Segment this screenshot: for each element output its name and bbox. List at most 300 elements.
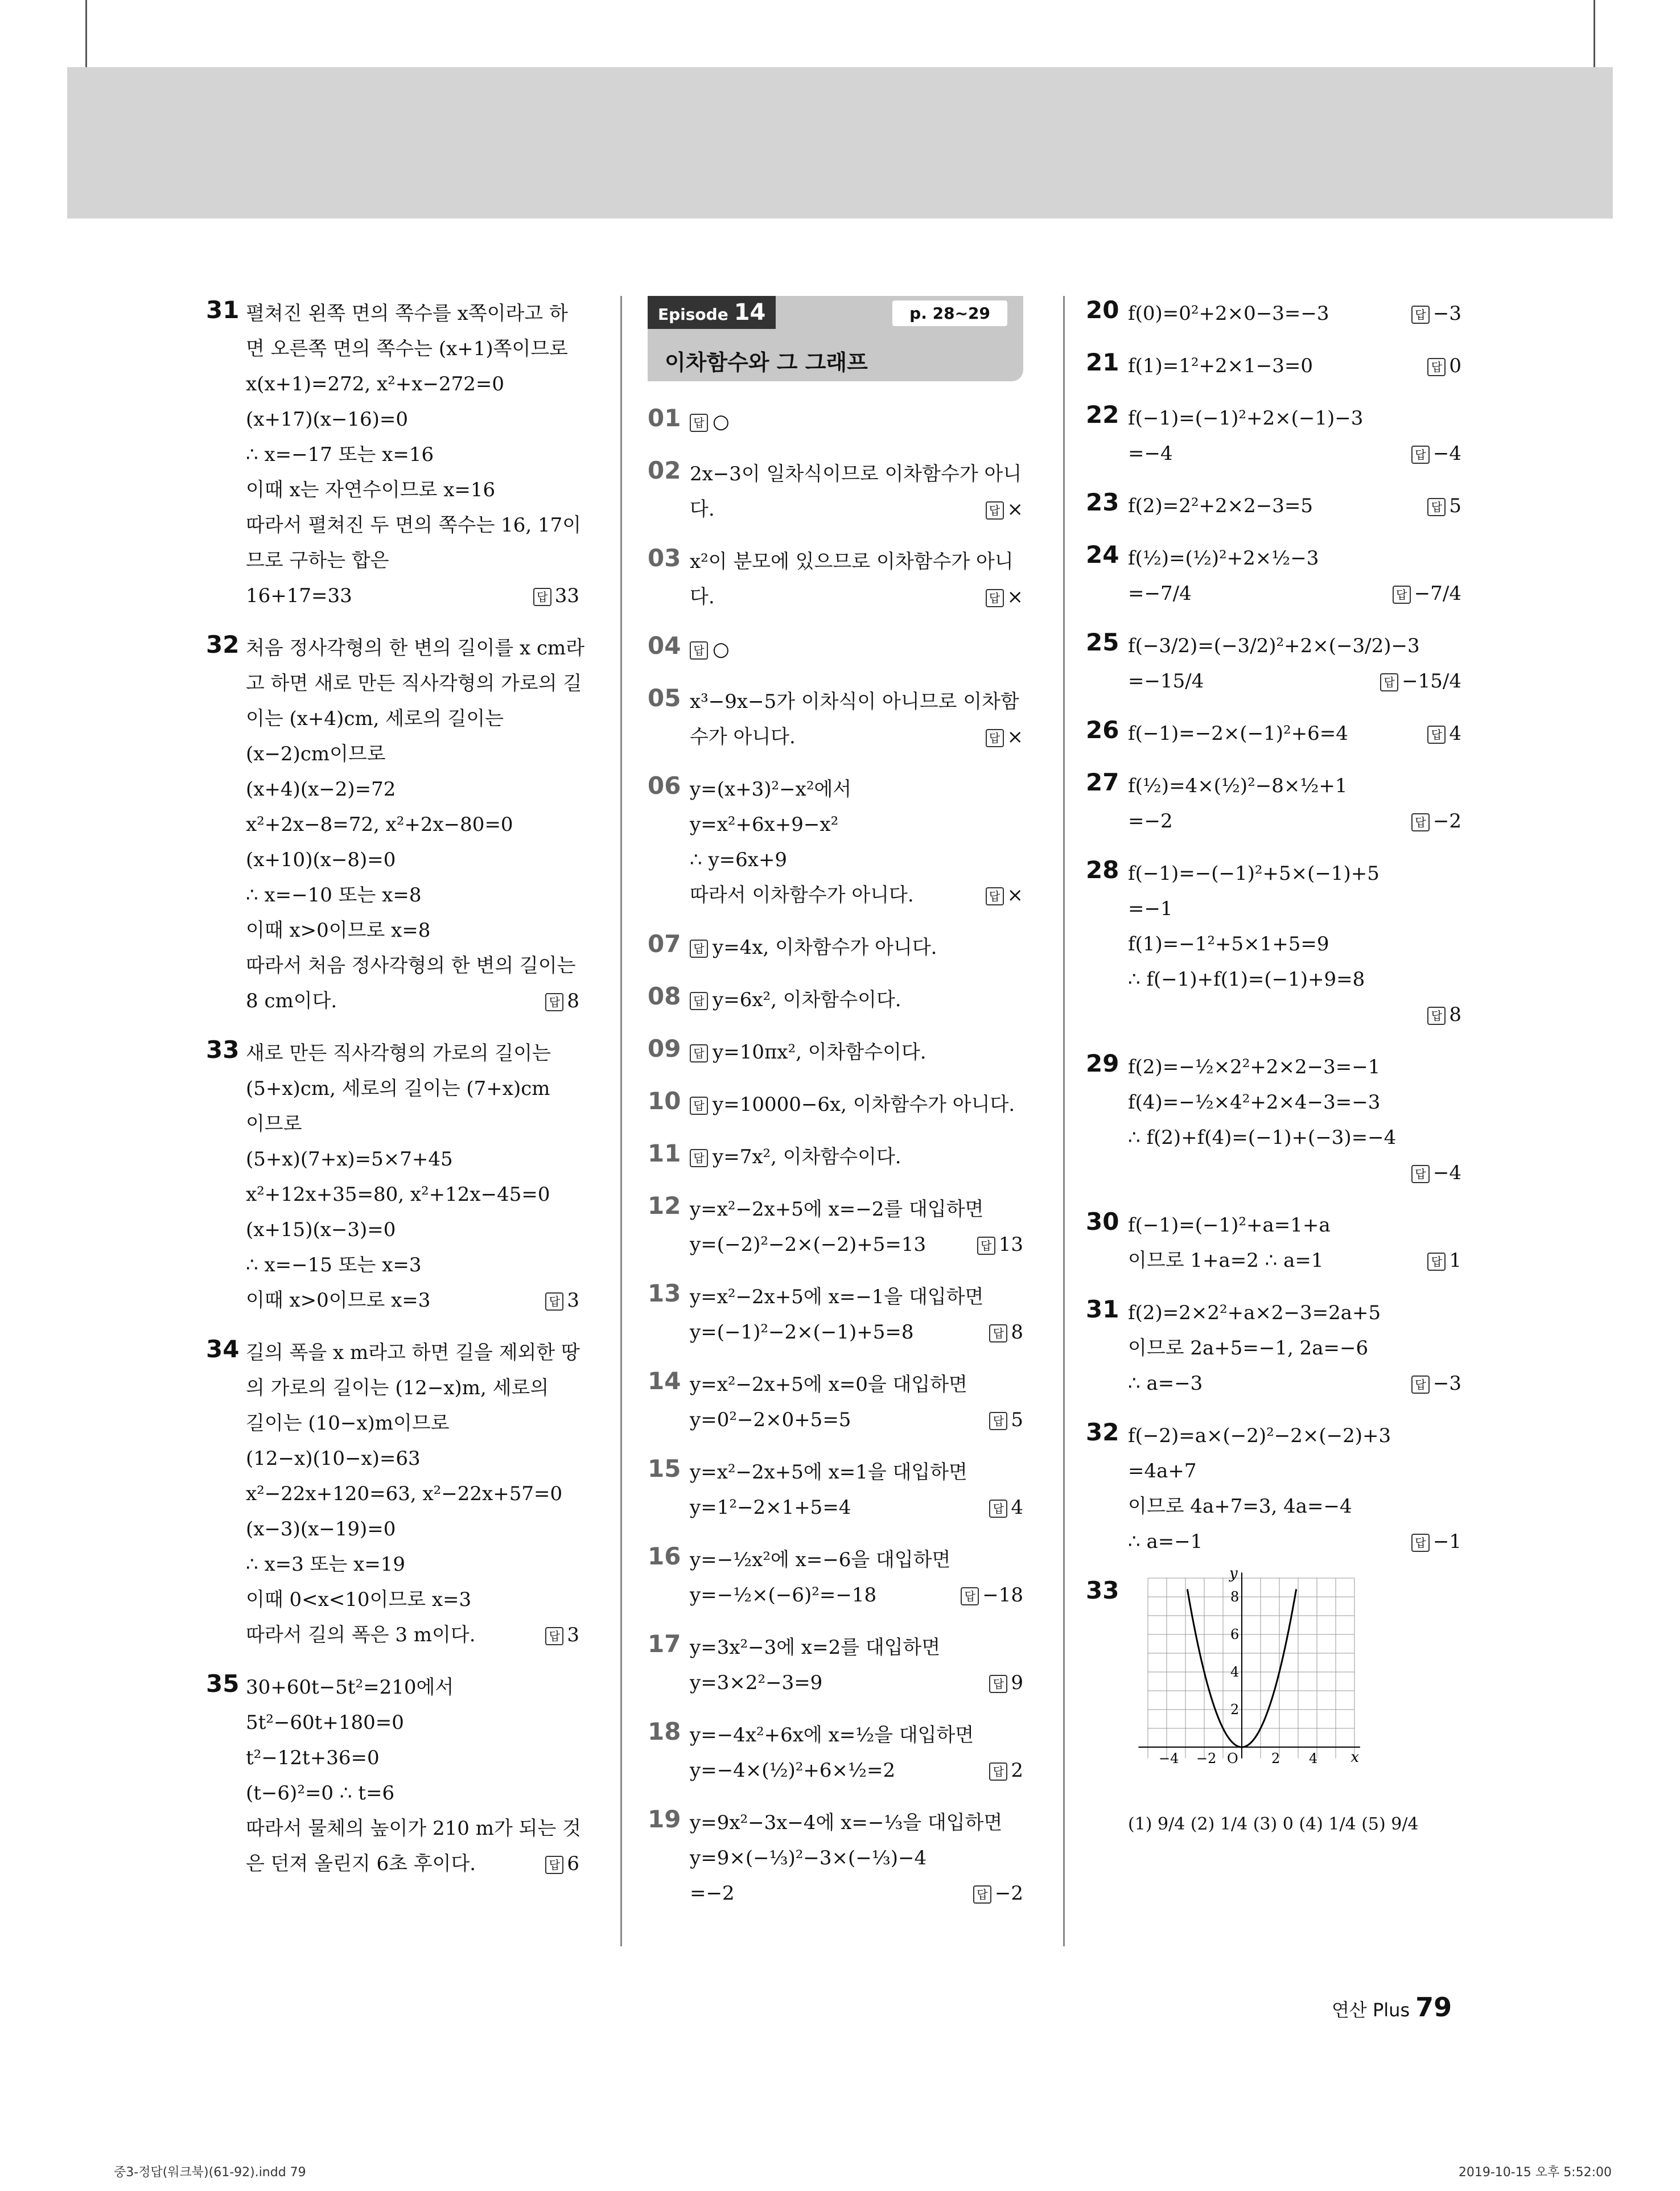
answer-mark-icon: 답 — [989, 1324, 1007, 1342]
answer-value: × — [1007, 726, 1023, 748]
answer-value: × — [1007, 498, 1023, 521]
episode-problems — [648, 404, 1023, 1911]
solution-line — [246, 913, 579, 948]
solution-text: ∴ f(−1)+f(1)=(−1)+9=8 — [1128, 968, 1365, 991]
answer-value: −15/4 — [1402, 670, 1461, 693]
episode-header — [648, 296, 1023, 381]
solution-line — [246, 878, 579, 913]
print-timestamp: 2019-10-15 오후 5:52:00 — [1458, 2165, 1612, 2180]
column-rule — [620, 296, 622, 1946]
problem — [648, 1192, 1023, 1262]
answer — [986, 579, 1024, 615]
solution-line — [1128, 436, 1461, 471]
solution-line — [246, 1370, 579, 1406]
episode-label: Episode — [658, 305, 728, 324]
answer — [1411, 436, 1461, 471]
problem — [1086, 768, 1461, 839]
solution-text: t²−12t+36=0 — [246, 1747, 380, 1769]
solution-text: 따라서 길의 폭은 3 m이다. — [246, 1624, 476, 1646]
solution-line — [1128, 1243, 1461, 1278]
answer-value: −2 — [1432, 810, 1461, 833]
solution-line — [246, 983, 579, 1019]
solution-line — [246, 1617, 579, 1653]
solution-line — [690, 1139, 1023, 1175]
solution-text: x³−9x−5가 이차식이 아니므로 이차함 — [690, 690, 1019, 713]
answer-mark-icon: 답 — [1411, 1534, 1430, 1552]
solution-line — [246, 1177, 579, 1212]
problem-number: 27 — [1086, 768, 1119, 796]
solution-text: y=10000−6x, 이차함수가 아니다. — [713, 1093, 1015, 1116]
solution-text: f(2)=2×2²+a×2−3=2a+5 — [1128, 1302, 1381, 1324]
solution-text: 면 오른쪽 면의 쪽수는 (x+1)쪽이므로 — [246, 337, 569, 360]
solution-text: ∴ a=−1 — [1128, 1530, 1203, 1553]
solution-line — [1128, 628, 1461, 664]
problem-number: 13 — [648, 1279, 681, 1307]
solution-text: y=−4x²+6x에 x=½을 대입하면 — [690, 1724, 974, 1747]
problem — [1086, 348, 1461, 384]
answer-value: 4 — [1449, 722, 1461, 745]
answer-value: 8 — [1449, 1003, 1461, 1026]
solution-text: 다. — [690, 498, 715, 521]
problem-number: 10 — [648, 1087, 681, 1115]
answer-mark-icon: 답 — [973, 1885, 991, 1904]
solution-text: y=3×2²−3=9 — [690, 1671, 823, 1694]
solution-line — [1128, 541, 1461, 576]
q33-answers: (1) 9/4 (2) 1/4 (3) 0 (4) 1/4 (5) 9/4 — [1128, 1814, 1419, 1834]
solution-line — [690, 1753, 1023, 1788]
problem-number: 28 — [1086, 856, 1119, 884]
solution-text: ∴ x=−15 또는 x=3 — [246, 1254, 422, 1276]
problem-number: 14 — [648, 1367, 681, 1395]
solution-text: x²+2x−8=72, x²+2x−80=0 — [246, 813, 513, 836]
solution-line — [246, 666, 582, 701]
problem — [204, 1036, 579, 1318]
solution-text: f(−1)=(−1)²+2×(−1)−3 — [1128, 407, 1364, 430]
solution-text: (t−6)²=0 ∴ t=6 — [246, 1782, 395, 1805]
answer-mark-icon: 답 — [1411, 813, 1430, 831]
answer-mark-icon: 답 — [1411, 1375, 1430, 1394]
solution-line — [246, 1740, 579, 1776]
solution-text: 이므로 4a+7=3, 4a=−4 — [1128, 1495, 1352, 1518]
solution-line — [246, 1335, 579, 1370]
solution-line — [1128, 1331, 1461, 1366]
solution-text: ∴ f(2)+f(4)=(−1)+(−3)=−4 — [1128, 1126, 1397, 1149]
solution-line — [246, 1776, 579, 1811]
solution-line — [690, 1665, 1023, 1700]
solution-text: (x+15)(x−3)=0 — [246, 1218, 396, 1241]
answer — [989, 1315, 1023, 1350]
answer-mark-icon: 답 — [989, 1412, 1007, 1430]
problem-number: 05 — [648, 684, 681, 712]
solution-line — [1128, 1049, 1461, 1085]
problem-number: 02 — [648, 456, 681, 484]
solution-text: 다. — [690, 586, 715, 608]
solution-text: ∴ x=3 또는 x=19 — [246, 1553, 405, 1576]
solution-text: y=−4×(½)²+6×½=2 — [690, 1759, 896, 1782]
problem — [648, 1367, 1023, 1438]
solution-line — [246, 1406, 579, 1441]
problem-number: 07 — [648, 930, 681, 958]
answer — [989, 1753, 1023, 1788]
x-axis-label: x — [1350, 1749, 1360, 1766]
x-tick-label: 4 — [1309, 1751, 1318, 1766]
problem — [648, 772, 1023, 913]
solution-text: y=10πx², 이차함수이다. — [713, 1041, 927, 1064]
answer-mark-icon: 답 — [986, 887, 1004, 905]
answer-value: 6 — [567, 1852, 579, 1875]
solution-line — [1128, 926, 1461, 962]
solution-line — [690, 1455, 1023, 1490]
solution-text: y=4x, 이차함수가 아니다. — [713, 936, 937, 959]
answer-value: −2 — [994, 1882, 1023, 1905]
answer-mark-icon: 답 — [545, 1292, 563, 1311]
problem — [1086, 716, 1461, 751]
solution-line — [690, 719, 1023, 755]
solution-text: =−4 — [1128, 442, 1173, 465]
solution-text: x²이 분모에 있으므로 이차함수가 아니 — [690, 550, 1014, 573]
solution-text: 이는 (x+4)cm, 세로의 길이는 — [246, 707, 504, 730]
solution-line — [1128, 1155, 1461, 1191]
answer-value: ○ — [713, 410, 730, 433]
problem-number: 15 — [648, 1455, 681, 1482]
answer — [545, 1283, 579, 1318]
solution-text: f(−1)=(−1)²+a=1+a — [1128, 1214, 1331, 1237]
solution-line — [1128, 1085, 1461, 1120]
solution-line — [690, 492, 1023, 527]
solution-line — [1128, 856, 1461, 891]
print-file-info: 중3-정답(워크북)(61-92).indd 79 — [114, 2165, 306, 2180]
solution-line — [246, 1106, 579, 1142]
solution-line — [246, 472, 579, 508]
trim-mark — [1593, 0, 1595, 67]
answer-mark-icon: 답 — [986, 589, 1004, 607]
solution-line — [1128, 1295, 1461, 1331]
solution-line — [1128, 488, 1461, 524]
problem-number: 21 — [1086, 348, 1119, 376]
solution-line — [246, 807, 579, 842]
problem — [648, 1087, 1023, 1122]
solution-line — [690, 632, 1023, 667]
problem-number: 11 — [648, 1139, 681, 1167]
solution-line — [1128, 401, 1461, 436]
solution-text: 고 하면 새로 만든 직사각형의 가로의 길 — [246, 672, 582, 695]
solution-text: y=3x²−3에 x=2를 대입하면 — [690, 1636, 941, 1659]
solution-line — [246, 736, 579, 772]
answer — [1427, 488, 1461, 524]
answer — [545, 1846, 579, 1881]
column-rule — [1063, 296, 1065, 1946]
problem — [1086, 856, 1461, 1032]
solution-line — [246, 1811, 579, 1846]
solution-line — [1128, 1366, 1461, 1401]
answer — [989, 1402, 1023, 1438]
x-tick-label: −2 — [1196, 1751, 1217, 1766]
solution-line — [1128, 576, 1461, 611]
solution-text: =−1 — [1128, 897, 1173, 920]
answer-value: 13 — [998, 1233, 1023, 1256]
problem-33-graph — [1086, 1565, 1461, 1834]
column-middle — [648, 296, 1023, 1928]
solution-text: ∴ y=6x+9 — [690, 849, 788, 871]
answer-mark-icon: 답 — [977, 1237, 995, 1255]
solution-text: f(−1)=−(−1)²+5×(−1)+5 — [1128, 862, 1380, 885]
problem — [648, 1139, 1023, 1175]
solution-text: 이므로 — [246, 1113, 302, 1135]
solution-line — [246, 331, 579, 366]
problem-number: 34 — [206, 1335, 240, 1363]
answer — [961, 1578, 1023, 1613]
answer-value: 1 — [1449, 1249, 1461, 1272]
answer — [1427, 1243, 1461, 1278]
answer-mark-icon: 답 — [545, 1856, 563, 1874]
episode-pages: p. 28~29 — [892, 300, 1007, 326]
solution-line — [246, 1582, 579, 1617]
answer — [989, 1665, 1023, 1700]
solution-text: 2x−3이 일차식이므로 이차함수가 아니 — [690, 463, 1022, 485]
page-number: 79 — [1415, 1992, 1452, 2023]
solution-line — [1128, 804, 1461, 839]
solution-line — [690, 842, 1023, 878]
x-tick-label: 2 — [1271, 1751, 1280, 1766]
answer-mark-icon: 답 — [961, 1587, 979, 1605]
solution-line — [246, 772, 579, 807]
answer-mark-icon: 답 — [1411, 1165, 1430, 1183]
episode-title: 이차함수와 그 그래프 — [665, 350, 868, 375]
problem — [648, 1542, 1023, 1613]
solution-text: y=x²−2x+5에 x=−1을 대입하면 — [690, 1286, 984, 1308]
solution-text: f(2)=−½×2²+2×2−3=−1 — [1128, 1056, 1381, 1078]
answer-mark-icon: 답 — [989, 1762, 1007, 1781]
solution-line — [246, 701, 579, 736]
solution-line — [690, 1279, 1023, 1315]
y-tick-label: 2 — [1230, 1702, 1240, 1718]
answer-mark-icon: 답 — [1393, 586, 1411, 604]
answer — [1393, 576, 1461, 611]
answer-mark-icon: 답 — [690, 414, 708, 432]
problem-number: 17 — [648, 1630, 681, 1658]
problem — [204, 296, 582, 613]
problem — [1086, 401, 1461, 471]
solution-line — [246, 631, 585, 666]
solution-text: f(4)=−½×4²+2×4−3=−3 — [1128, 1091, 1381, 1114]
solution-line — [246, 1036, 579, 1071]
column-left — [204, 296, 585, 1898]
answer-mark-icon: 답 — [986, 729, 1004, 747]
answer-value: 3 — [567, 1289, 579, 1312]
page-label: 연산 Plus — [1332, 1999, 1410, 2021]
solution-line — [690, 544, 1023, 579]
answer — [1411, 1366, 1461, 1401]
answer-value: −4 — [1432, 1162, 1461, 1184]
solution-line — [1128, 891, 1461, 926]
y-axis-label: y — [1229, 1565, 1238, 1582]
answer-value: × — [1007, 586, 1023, 608]
solution-line — [690, 1876, 1023, 1911]
solution-line — [690, 1035, 1023, 1070]
solution-line — [1128, 1208, 1461, 1243]
solution-text: (x−2)cm이므로 — [246, 743, 386, 765]
solution-line — [246, 543, 579, 578]
page-footer — [1332, 1992, 1452, 2023]
problem-number: 32 — [206, 631, 240, 658]
answer-mark-icon: 답 — [986, 501, 1004, 520]
problem — [204, 631, 585, 1019]
answer-mark-icon: 답 — [989, 1675, 1007, 1693]
answer — [973, 1876, 1023, 1911]
solution-line — [246, 296, 579, 331]
problem-number: 20 — [1086, 296, 1119, 324]
solution-text: =−15/4 — [1128, 670, 1204, 693]
problem-number: 01 — [648, 404, 681, 432]
solution-line — [246, 437, 579, 472]
problem — [204, 1670, 579, 1881]
solution-line — [690, 1367, 1023, 1402]
answer-mark-icon: 답 — [690, 940, 708, 958]
problem-number: 16 — [648, 1542, 681, 1570]
answer-mark-icon: 답 — [690, 641, 708, 660]
origin-label: O — [1227, 1751, 1238, 1766]
solution-line — [246, 1547, 579, 1582]
answer-value: 8 — [1011, 1321, 1023, 1344]
problem — [648, 982, 1023, 1018]
answer-value: 0 — [1449, 355, 1461, 377]
solution-text: ∴ x=−17 또는 x=16 — [246, 443, 434, 466]
solution-text: f(1)=1²+2×1−3=0 — [1128, 355, 1313, 377]
solution-text: 수가 아니다. — [690, 726, 796, 748]
answer-mark-icon: 답 — [690, 1044, 708, 1062]
answer-value: −1 — [1432, 1530, 1461, 1553]
solution-text: f(−1)=−2×(−1)²+6=4 — [1128, 722, 1348, 745]
solution-line — [690, 930, 1023, 965]
solution-text: (x−3)(x−19)=0 — [246, 1518, 396, 1541]
solution-line — [246, 1705, 579, 1740]
problem-number: 30 — [1086, 1208, 1119, 1235]
answer-value: 8 — [567, 990, 579, 1012]
solution-text: 처음 정사각형의 한 변의 길이를 x cm라 — [246, 637, 585, 660]
problem-number: 08 — [648, 982, 681, 1010]
answer — [1411, 1155, 1461, 1191]
problem — [648, 930, 1023, 965]
solution-line — [690, 684, 1023, 719]
solution-text: (5+x)cm, 세로의 길이는 (7+x)cm — [246, 1077, 550, 1100]
solution-line — [246, 1441, 579, 1476]
answer-mark-icon: 답 — [1427, 1007, 1446, 1025]
problem — [648, 1279, 1023, 1350]
problem-number: 06 — [648, 772, 681, 800]
solution-line — [246, 1512, 579, 1547]
answer-mark-icon: 답 — [545, 1627, 563, 1645]
problem — [1086, 1418, 1461, 1559]
solution-text: 은 던져 올린지 6초 후이다. — [246, 1852, 476, 1875]
problem — [648, 684, 1023, 755]
answer-value: 4 — [1011, 1496, 1023, 1519]
solution-line — [1128, 1453, 1461, 1489]
problem — [648, 1035, 1023, 1070]
solution-line — [1128, 296, 1461, 331]
problem-number: 22 — [1086, 401, 1119, 429]
trim-mark — [85, 0, 87, 67]
solution-line — [1128, 768, 1461, 804]
problem-number: 25 — [1086, 628, 1119, 656]
solution-text: y=(−1)²−2×(−1)+5=8 — [690, 1321, 914, 1344]
episode-number: 14 — [734, 299, 766, 326]
solution-line — [246, 948, 579, 983]
solution-text: (x+4)(x−2)=72 — [246, 778, 396, 801]
answer-value: −3 — [1432, 1372, 1461, 1395]
answer-mark-icon: 답 — [1411, 306, 1430, 324]
solution-line — [690, 772, 1023, 807]
problem-number: 31 — [1086, 1295, 1119, 1323]
answer — [986, 492, 1024, 527]
problem — [648, 1630, 1023, 1700]
answer — [545, 983, 579, 1019]
solution-text: 므로 구하는 합은 — [246, 549, 389, 572]
problem-number: 31 — [206, 296, 240, 324]
solution-text: 30+60t−5t²=210에서 — [246, 1676, 454, 1699]
solution-line — [690, 1227, 1023, 1262]
solution-line — [1128, 1418, 1461, 1453]
solution-text: (x+10)(x−8)=0 — [246, 849, 396, 871]
solution-text: y=−½x²에 x=−6을 대입하면 — [690, 1548, 951, 1571]
answer — [986, 878, 1024, 913]
parabola-graph — [1128, 1565, 1378, 1804]
graph-wrap — [1128, 1565, 1461, 1834]
solution-text: x²+12x+35=80, x²+12x−45=0 — [246, 1183, 550, 1206]
solution-line — [690, 1087, 1023, 1122]
solution-text: y=0²−2×0+5=5 — [690, 1408, 851, 1431]
problem-number: 24 — [1086, 541, 1119, 569]
problem — [648, 1455, 1023, 1525]
answer-value: 33 — [554, 584, 579, 607]
solution-text: y=7x², 이차함수이다. — [713, 1146, 901, 1168]
problem — [1086, 1049, 1461, 1191]
solution-text: x²−22x+120=63, x²−22x+57=0 — [246, 1482, 563, 1505]
solution-text: y=x²−2x+5에 x=1을 대입하면 — [690, 1461, 967, 1484]
answer-value: 5 — [1011, 1408, 1023, 1431]
solution-text: 길이는 (10−x)m이므로 — [246, 1412, 450, 1435]
y-tick-label: 6 — [1230, 1626, 1240, 1642]
solution-text: (5+x)(7+x)=5×7+45 — [246, 1148, 453, 1171]
answer — [1380, 664, 1461, 699]
problem — [648, 456, 1023, 527]
answer-mark-icon: 답 — [690, 1149, 708, 1167]
answer — [1411, 804, 1461, 839]
solution-line — [1128, 1524, 1461, 1559]
solution-line — [690, 1192, 1023, 1227]
answer-mark-icon: 답 — [1427, 358, 1446, 376]
answer-mark-icon: 답 — [1380, 673, 1398, 691]
solution-line — [690, 1490, 1023, 1525]
solution-line — [246, 366, 579, 402]
solution-line — [1128, 1120, 1461, 1155]
solution-text: 이때 x>0이므로 x=3 — [246, 1289, 431, 1312]
solution-line — [246, 1142, 579, 1177]
solution-line — [690, 1840, 1023, 1876]
solution-text: (12−x)(10−x)=63 — [246, 1447, 421, 1470]
answer — [986, 719, 1024, 755]
answer-value: × — [1007, 884, 1023, 907]
solution-text: f(½)=4×(½)²−8×½+1 — [1128, 775, 1348, 797]
answer — [977, 1227, 1023, 1262]
solution-line — [246, 1476, 579, 1512]
problem-number: 33 — [206, 1036, 240, 1064]
answer — [533, 578, 579, 613]
right-problems — [1086, 296, 1461, 1559]
problem-number: 26 — [1086, 716, 1119, 744]
solution-line — [246, 1283, 579, 1318]
solution-text: ∴ x=−10 또는 x=8 — [246, 884, 422, 907]
answer-mark-icon: 답 — [989, 1500, 1007, 1518]
